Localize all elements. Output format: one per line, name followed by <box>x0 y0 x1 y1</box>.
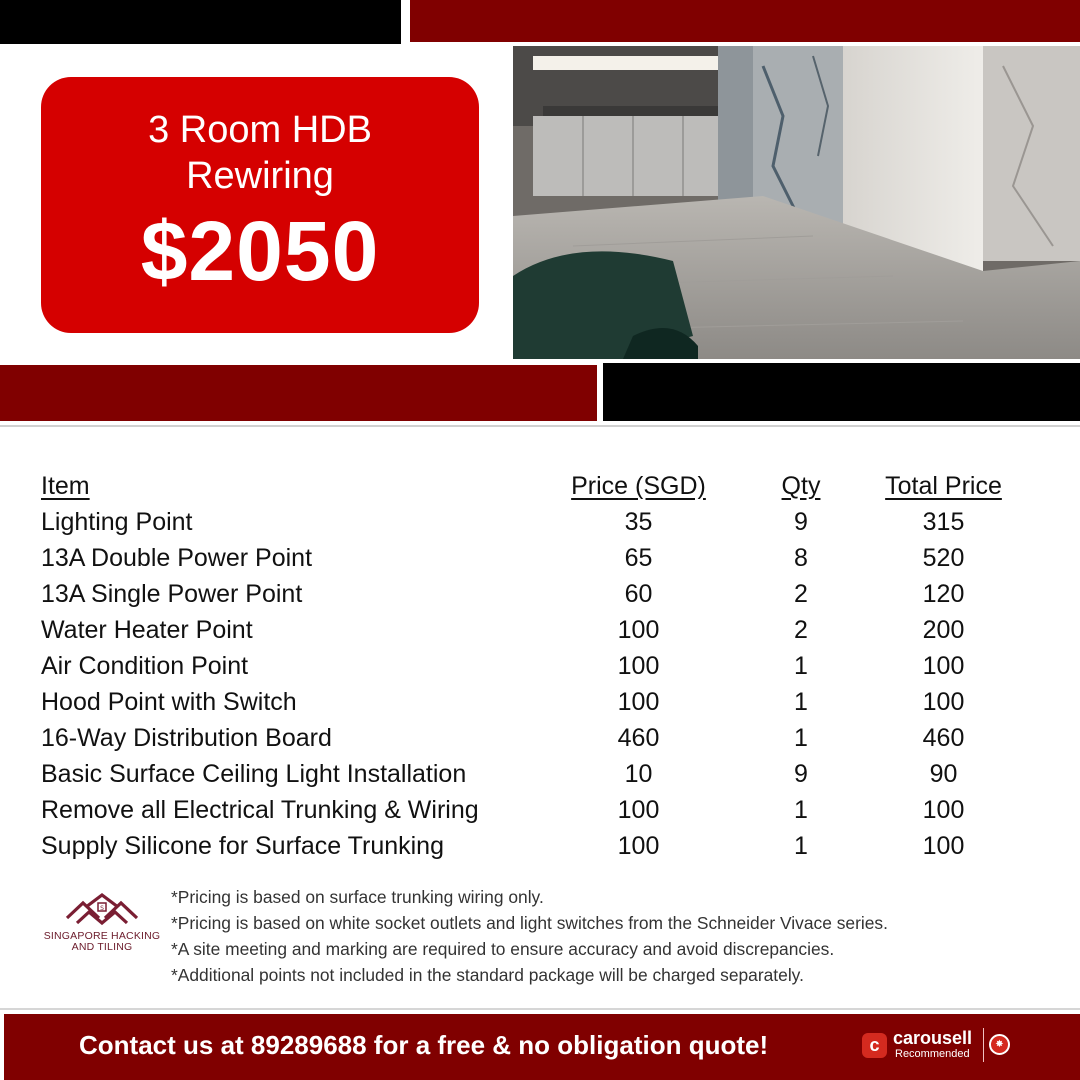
item-qty: 2 <box>794 616 808 644</box>
note-item: *Pricing is based on surface trunking wiring only. <box>171 887 544 907</box>
item-price: 60 <box>624 580 653 608</box>
item-name: Remove all Electrical Trunking & Wiring <box>41 796 479 824</box>
price-card <box>41 77 479 333</box>
item-name: Supply Silicone for Surface Trunking <box>41 832 444 860</box>
column-header-price: Price (SGD) <box>571 472 706 500</box>
table-row <box>41 792 1021 828</box>
item-name: Lighting Point <box>41 508 193 536</box>
item-price: 100 <box>617 796 660 824</box>
table-row <box>41 648 1021 684</box>
column-header-total: Total Price <box>885 472 1002 500</box>
badge-separator <box>983 1028 984 1062</box>
item-qty: 1 <box>794 796 808 824</box>
middle-red-bar <box>0 365 597 421</box>
table-row <box>41 612 1021 648</box>
item-qty: 1 <box>794 652 808 680</box>
item-qty: 1 <box>794 832 808 860</box>
item-qty: 9 <box>794 760 808 788</box>
item-name: 16-Way Distribution Board <box>41 724 332 752</box>
divider-line <box>0 425 1080 427</box>
item-price: 65 <box>624 544 653 572</box>
logo-name-line1: SINGAPORE HACKING <box>43 930 161 942</box>
table-row <box>41 504 1021 540</box>
item-price: 460 <box>617 724 660 752</box>
item-name: 13A Single Power Point <box>41 580 303 608</box>
badge-subtitle: Recommended <box>895 1048 970 1060</box>
item-price: 35 <box>624 508 653 536</box>
maple-leaf-flag-icon: ✸ <box>989 1034 1010 1055</box>
package-price: $2050 <box>140 204 380 298</box>
item-name: Water Heater Point <box>41 616 253 644</box>
item-qty: 8 <box>794 544 808 572</box>
package-title: 3 Room HDB Rewiring <box>148 109 372 197</box>
item-qty: 1 <box>794 688 808 716</box>
item-name: Basic Surface Ceiling Light Installation <box>41 760 467 788</box>
company-logo <box>42 893 162 965</box>
item-total: 460 <box>922 724 965 752</box>
item-total: 100 <box>922 652 965 680</box>
item-total: 520 <box>922 544 965 572</box>
item-total: 100 <box>922 832 965 860</box>
item-name: Air Condition Point <box>41 652 249 680</box>
item-total: 90 <box>929 760 958 788</box>
item-total: 100 <box>922 796 965 824</box>
item-qty: 1 <box>794 724 808 752</box>
item-name: 13A Double Power Point <box>41 544 313 572</box>
item-total: 200 <box>922 616 965 644</box>
item-qty: 2 <box>794 580 808 608</box>
top-black-bar <box>0 0 401 44</box>
logo-name-line2: AND TILING <box>71 941 133 953</box>
note-item: *A site meeting and marking are required to ensure accuracy and avoid discrepancies. <box>171 939 835 959</box>
column-header-qty: Qty <box>781 472 821 500</box>
item-price: 100 <box>617 652 660 680</box>
column-header-item: Item <box>41 472 90 500</box>
house-roofs-logo-icon <box>64 893 140 927</box>
kitchen-interior-photo <box>513 46 1080 359</box>
badge-name: carousell <box>893 1028 973 1048</box>
top-red-bar <box>410 0 1080 42</box>
contact-call-to-action: Contact us at 89289688 for a free & no obligation quote! <box>79 1030 769 1060</box>
table-row <box>41 828 1021 864</box>
note-item: *Additional points not included in the standard package will be charged separately. <box>171 965 804 985</box>
note-item: *Pricing is based on white socket outlets and light switches from the Schneider Vivace series. <box>171 913 888 933</box>
footer-banner <box>4 1014 1080 1080</box>
item-price: 100 <box>617 832 660 860</box>
item-qty: 9 <box>794 508 808 536</box>
item-price: 10 <box>624 760 653 788</box>
pricing-table <box>41 468 1021 864</box>
item-total: 315 <box>922 508 965 536</box>
table-header-row <box>41 468 1021 504</box>
table-row <box>41 540 1021 576</box>
item-total: 100 <box>922 688 965 716</box>
middle-black-bar <box>603 363 1080 421</box>
carousell-recommended-badge <box>862 1026 1022 1066</box>
table-row <box>41 756 1021 792</box>
pricing-notes <box>171 884 888 988</box>
item-name: Hood Point with Switch <box>41 688 297 716</box>
item-price: 100 <box>617 688 660 716</box>
divider-line <box>0 1008 1080 1010</box>
svg-text:S: S <box>100 905 104 912</box>
item-total: 120 <box>922 580 965 608</box>
carousell-logo-icon: c <box>862 1033 887 1058</box>
table-row <box>41 720 1021 756</box>
table-row <box>41 576 1021 612</box>
table-row <box>41 684 1021 720</box>
item-price: 100 <box>617 616 660 644</box>
